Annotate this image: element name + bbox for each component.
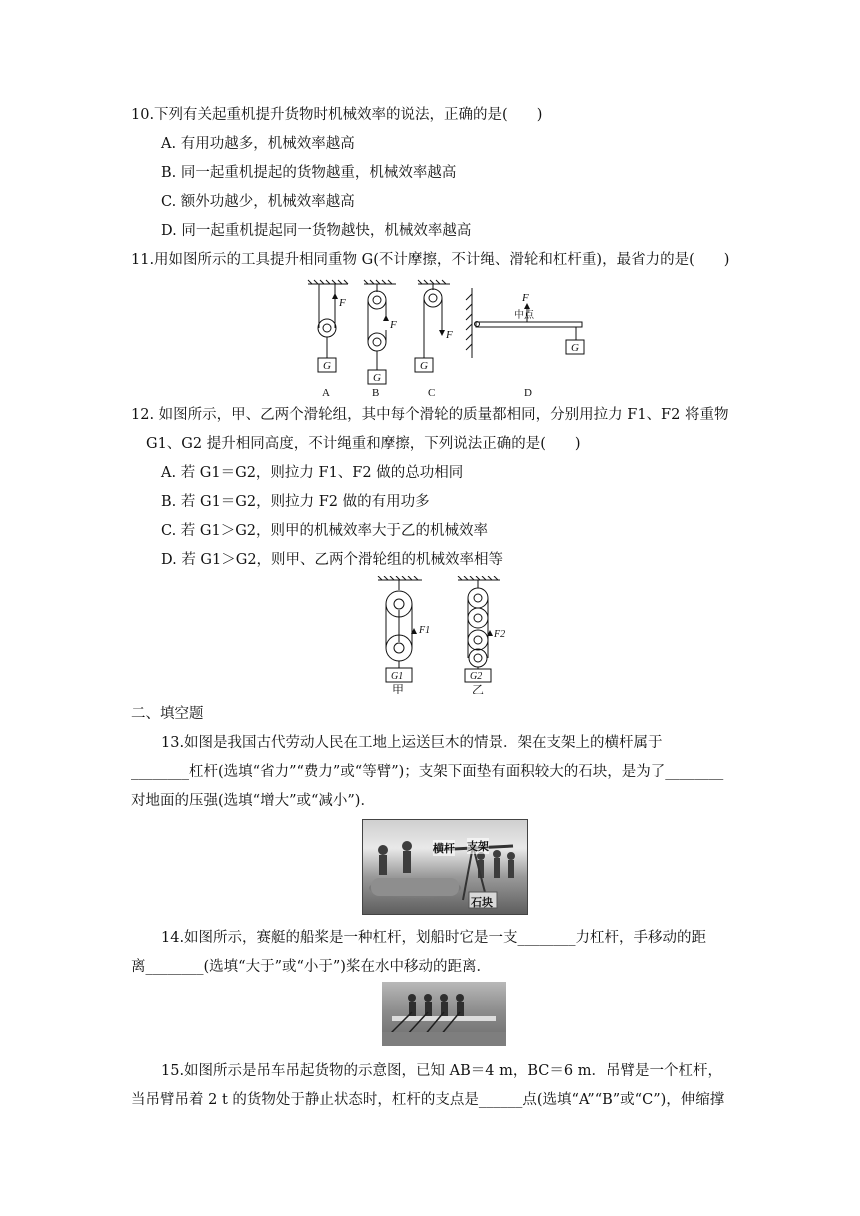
q12-g2-label: G2 <box>470 671 483 682</box>
q11-mid-label: 中点 <box>514 310 534 321</box>
q15-line1: 15.如图所示是吊车吊起货物的示意图，已知 AB＝4 m，BC＝6 m．吊臂是一个杠杆， <box>161 1063 722 1079</box>
q11-figure <box>300 278 600 400</box>
q14-line1: 14.如图所示，赛艇的船桨是一种杠杆，划船时它是一支________力杠杆，手移动的距 <box>161 930 707 946</box>
q11-weight-d: G <box>571 342 579 354</box>
q13-label-stone: 石块 <box>471 896 493 909</box>
q12-option-d: D. 若 G1＞G2，则甲、乙两个滑轮组的机械效率相等 <box>161 552 504 568</box>
q13-line3: 对地面的压强(选填“增大”或“减小”)． <box>131 793 375 809</box>
q13-line2: ________杠杆(选填“省力”“费力”或“等臂”)；支架下面垫有面积较大的石块，是为了________ <box>131 764 724 780</box>
q12-stem-line1: 12. 如图所示，甲、乙两个滑轮组，其中每个滑轮的质量都相同，分别用拉力 F1、F2 将重物 <box>131 407 729 423</box>
q10-option-d: D. 同一起重机提起同一货物越快，机械效率越高 <box>161 223 472 239</box>
q11-weight-b: G <box>373 372 381 384</box>
section-title-fill-blank: 二、填空题 <box>131 706 204 722</box>
q10-stem: 10.下列有关起重机提升货物时机械效率的说法，正确的是( ) <box>131 107 543 123</box>
q13-photo-art <box>363 820 527 914</box>
q12-f2-label: F2 <box>494 629 506 640</box>
q11-force-label-c: F <box>446 329 453 341</box>
q15-line2: 当吊臂吊着 2 t 的货物处于静止状态时，杠杆的支点是______点(选填“A”“B”或“C”)，伸缩撑 <box>131 1092 725 1108</box>
q13-photo <box>362 819 528 915</box>
q12-option-a: A. 若 G1＝G2，则拉力 F1、F2 做的总功相同 <box>161 465 464 481</box>
q12-label-jia: 甲 <box>392 683 405 694</box>
q14-photo <box>382 982 506 1046</box>
q11-weight-c: G <box>420 360 428 372</box>
q11-label-c: C <box>428 387 436 399</box>
q11-label-d: D <box>524 387 532 399</box>
q11-weight-a: G <box>323 360 331 372</box>
q12-option-b: B. 若 G1＝G2，则拉力 F2 做的有用功多 <box>161 494 430 510</box>
q14-line2: 离________(选填“大于”或“小于”)桨在水中移动的距离． <box>131 959 491 975</box>
q12-g1-label: G1 <box>391 671 404 682</box>
q10-option-c: C. 额外功越少，机械效率越高 <box>161 194 355 210</box>
q10-option-b: B. 同一起重机提起的货物越重，机械效率越高 <box>161 165 457 181</box>
q11-force-label-a: F <box>339 297 346 309</box>
q12-figure <box>370 576 530 694</box>
q13-line1: 13.如图是我国古代劳动人民在工地上运送巨木的情景．架在支架上的横杆属于 <box>161 735 663 751</box>
q12-option-c: C. 若 G1＞G2，则甲的机械效率大于乙的机械效率 <box>161 523 489 539</box>
q11-force-label-b: F <box>390 319 397 331</box>
q12-stem-line2: G1、G2 提升相同高度，不计绳重和摩擦，下列说法正确的是( ) <box>146 436 581 452</box>
q12-f1-label: F1 <box>419 625 431 636</box>
q11-force-label-d: F <box>522 292 529 304</box>
q11-label-b: B <box>372 387 380 399</box>
q13-label-support: 支架 <box>467 840 489 853</box>
q13-label-crossbar: 横杆 <box>433 842 455 855</box>
q10-option-a: A. 有用功越多，机械效率越高 <box>161 136 355 152</box>
q11-label-a: A <box>322 387 330 399</box>
q12-label-yi: 乙 <box>472 683 485 694</box>
q14-photo-art <box>382 982 506 1046</box>
q11-stem: 11.用如图所示的工具提升相同重物 G(不计摩擦，不计绳、滑轮和杠杆重)，最省力的是( ) <box>131 252 730 268</box>
